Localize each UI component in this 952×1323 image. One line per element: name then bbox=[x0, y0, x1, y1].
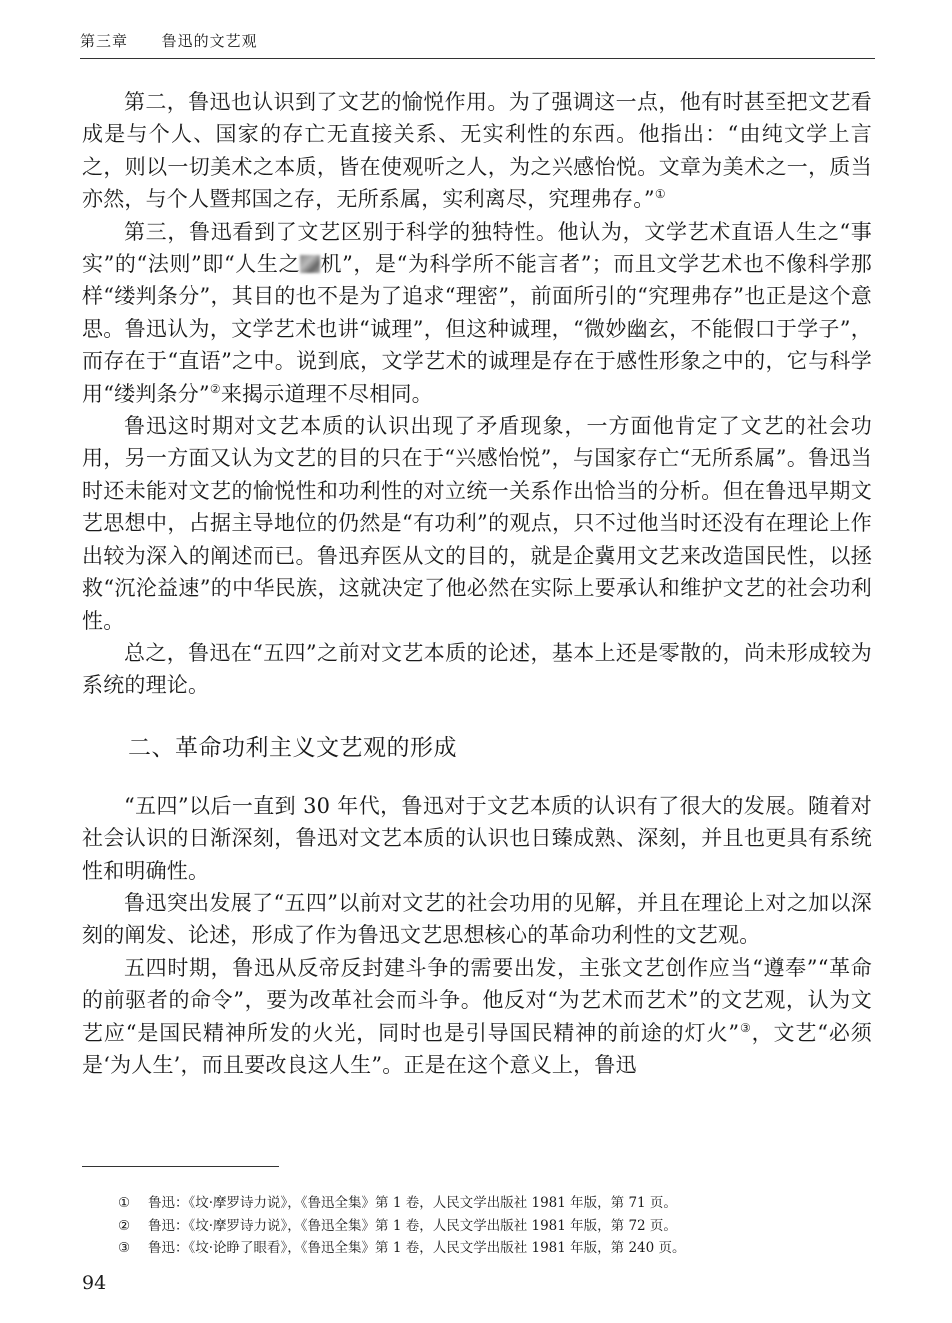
footnote-ref[interactable]: ③ bbox=[739, 1020, 752, 1035]
paragraph-text: 第三，鲁迅看到了文艺区别于科学的独特性。他认为，文学艺术直语人生之“事实”的“法则”即“人生之 bbox=[82, 219, 872, 277]
footnote-text: 鲁迅：《坟·摩罗诗力说》，《鲁迅全集》第 1 卷，人民文学出版社 1981 年版，第 71 页。 bbox=[148, 1195, 677, 1211]
paragraph bbox=[82, 86, 872, 216]
footnote-ref[interactable]: ② bbox=[209, 381, 221, 396]
footnote-text: 鲁迅：《坟·论睁了眼看》，《鲁迅全集》第 1 卷，人民文学出版社 1981 年版，第 240 页。 bbox=[148, 1240, 686, 1256]
chapter-label: 第三章 bbox=[80, 32, 129, 50]
paragraph-text: “五四”以后一直到 30 年代，鲁迅对于文艺本质的认识有了很大的发展。随着对社会认识的日渐深刻，鲁迅对文艺本质的认识也日臻成熟、深刻，并且也更具有系统性和明确性。 bbox=[82, 793, 872, 883]
footnote-rule bbox=[82, 1166, 279, 1167]
paragraph bbox=[82, 216, 872, 410]
paragraph bbox=[82, 887, 872, 952]
paragraph-text: 总之，鲁迅在“五四”之前对文艺本质的论述，基本上还是零散的，尚未形成较为系统的理论。 bbox=[82, 640, 872, 698]
paragraph-text: 机”，是“为科学所不能言者”；而且文学艺术也不像科学那样“缕判条分”，其目的也不是为了追求“理密”，前面所引的“究理弗存”也正是这个意思。鲁迅认为，文学艺术也讲“诚理”，但这种诚理，“微妙幽玄，不能假口于学子”，而存在于“直语”之中。说到底，文学艺术的诚理是存在于感性形象之中的，它与科学用“缕判条分” bbox=[82, 252, 873, 406]
paragraph bbox=[82, 790, 872, 887]
page-number: 94 bbox=[82, 1272, 107, 1294]
footnote-ref[interactable]: ① bbox=[654, 187, 666, 202]
chapter-title: 鲁迅的文艺观 bbox=[161, 32, 258, 50]
footnote-number: ① bbox=[118, 1195, 131, 1211]
paragraph-text: ，文艺“必须是‘为人生’，而且要改良这人生”。正是在这个意义上，鲁迅 bbox=[82, 1020, 872, 1077]
paragraph-text: 第二，鲁迅也认识到了文艺的愉悦作用。为了强调这一点，他有时甚至把文艺看成是与个人、国家的存亡无直接关系、无实利性的东西。他指出：“由纯文学上言之，则以一切美术之本质，皆在使观听之人，为之兴感怡悦。文章为美术之一，质当亦然，与个人暨邦国之存，无所系属，实利离尽，究理弗存。” bbox=[82, 90, 872, 212]
section-heading: 二、革命功利主义文艺观的形成 bbox=[128, 734, 457, 761]
paragraph-text: 五四时期，鲁迅从反帝反封建斗争的需要出发，主张文艺创作应当“遵奉”“革命的前驱者的命令”，要为改革社会而斗争。他反对“为艺术而艺术”的文艺观，认为文艺应“是国民精神所发的火光，同时也是引导国民精神的前途的灯火” bbox=[82, 955, 872, 1045]
header-rule bbox=[80, 58, 875, 59]
paragraph-text: 来揭示道理不尽相同。 bbox=[220, 381, 433, 406]
running-header bbox=[80, 30, 880, 56]
paragraph-text: 鲁迅突出发展了“五四”以前对文艺的社会功用的见解，并且在理论上对之加以深刻的阐发、论述，形成了作为鲁迅文艺思想核心的革命功利性的文艺观。 bbox=[82, 890, 872, 948]
footnote bbox=[118, 1192, 878, 1215]
paragraph bbox=[82, 952, 872, 1082]
paragraph-text: 鲁迅这时期对文艺本质的认识出现了矛盾现象，一方面他肯定了文艺的社会功用，另一方面又认为文艺的目的只在于“兴感怡悦”，与国家存亡“无所系属”。鲁迅当时还未能对文艺的愉悦性和功利性的对立统一关系作出恰当的分析。但在鲁迅早期文艺思想中，占据主导地位的仍然是“有功利”的观点，只不过他当时还没有在理论上作出较为深入的阐述而已。鲁迅弃医从文的目的，就是企冀用文艺来改造国民性，以拯救“沉沦益速”的中华民族，这就决定了他必然在实际上要承认和维护文艺的社会功利性。 bbox=[82, 414, 872, 633]
footnote-text: 鲁迅：《坟·摩罗诗力说》，《鲁迅全集》第 1 卷，人民文学出版社 1981 年版，第 72 页。 bbox=[148, 1217, 677, 1234]
footnote-number: ③ bbox=[118, 1240, 131, 1256]
paragraph bbox=[82, 410, 872, 637]
footnote bbox=[118, 1215, 878, 1238]
body-text bbox=[82, 86, 872, 1081]
footnotes bbox=[118, 1192, 878, 1260]
footnote bbox=[118, 1237, 878, 1260]
paragraph bbox=[82, 637, 872, 702]
illegible-glyph bbox=[300, 255, 320, 273]
footnote-number: ② bbox=[118, 1217, 131, 1234]
